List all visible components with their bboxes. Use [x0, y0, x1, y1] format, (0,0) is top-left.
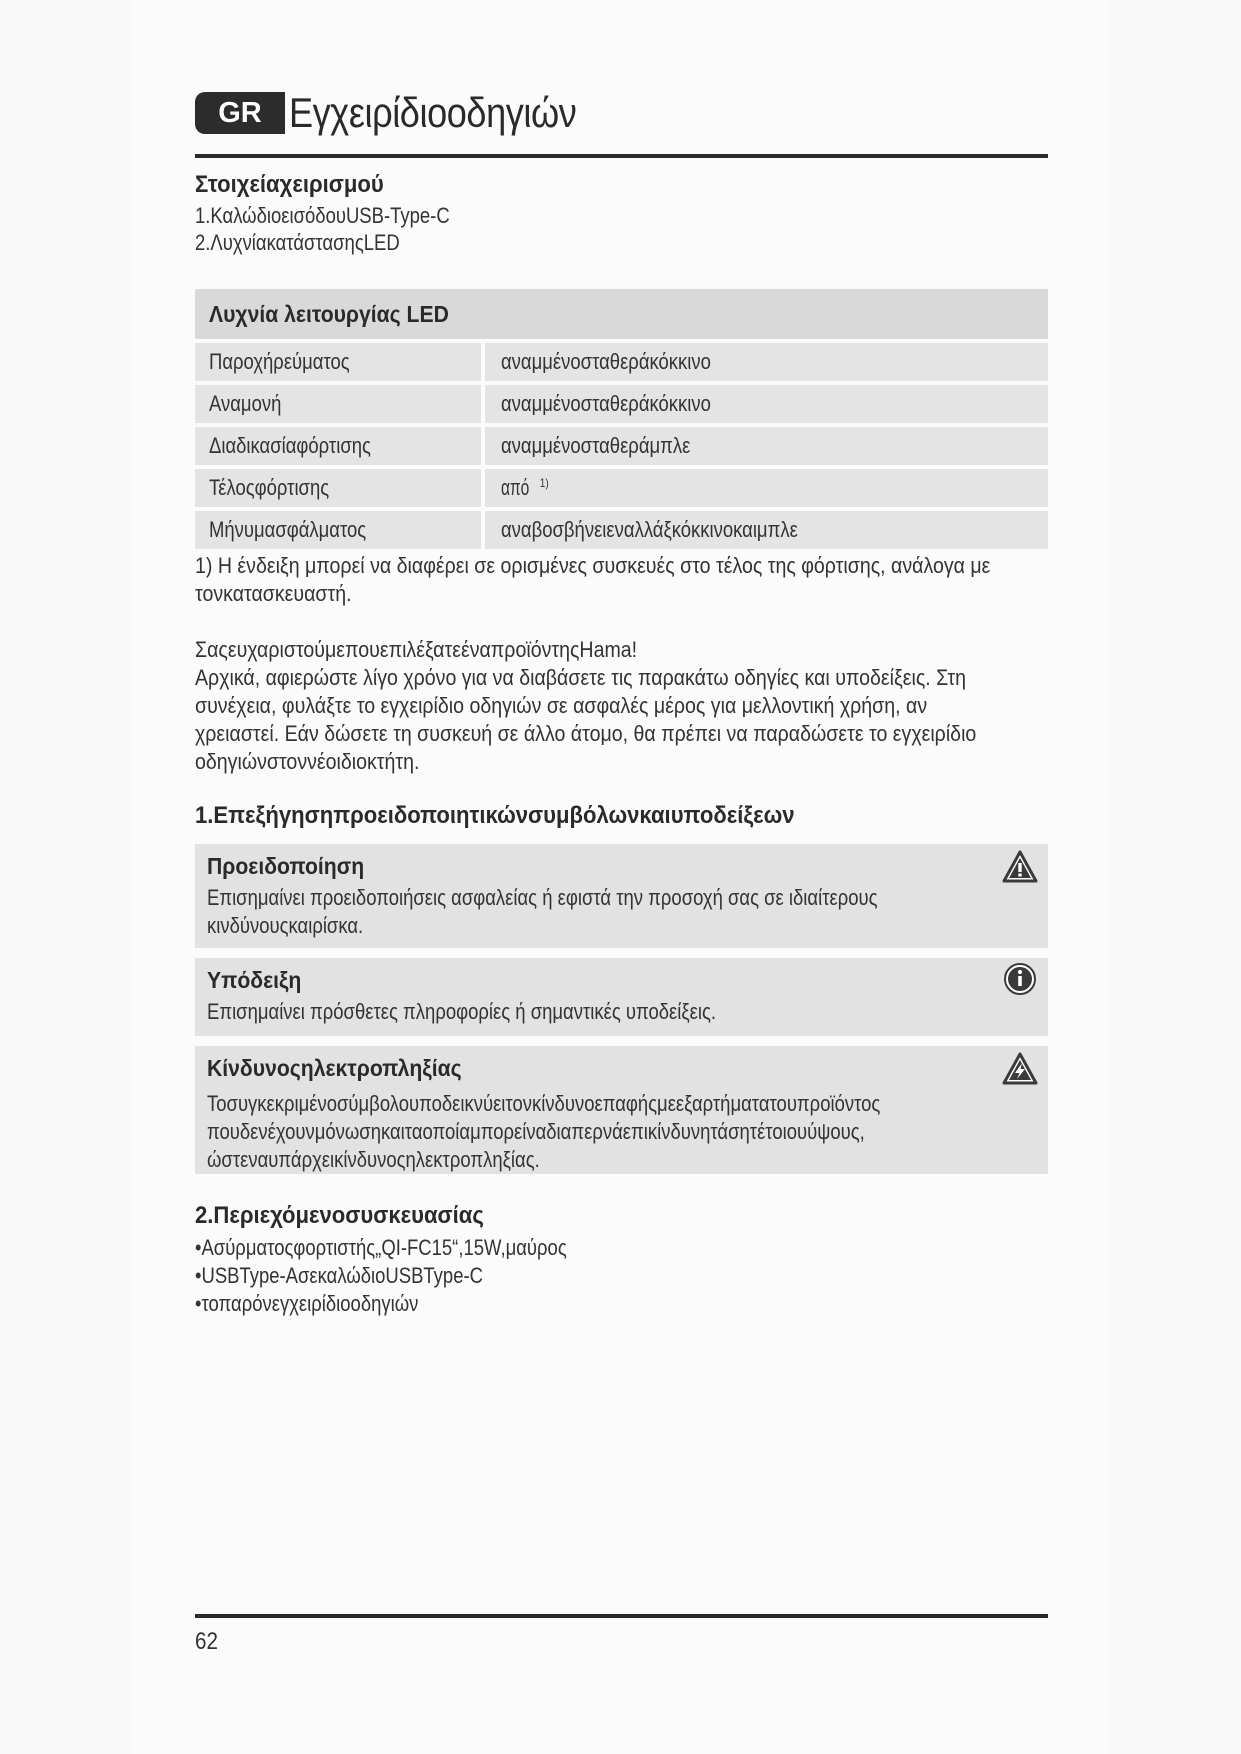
- package-item-3: •τοπαρόνεγχειρίδιοοδηγιών: [195, 1291, 419, 1316]
- package-item-1: •Ασύρματοςφορτιστής„QI-FC15“,15W,μαύρος: [195, 1235, 567, 1260]
- language-badge: GR: [195, 92, 285, 134]
- controls-item-1: 1.ΚαλώδιοεισόδουUSB-Type-C: [195, 203, 450, 228]
- package-item-2: •USBType-ΑσεκαλώδιοUSBType-C: [195, 1263, 483, 1288]
- led-row-value: αναμμένοσταθεράκόκκινο: [501, 391, 711, 416]
- hint-box: [195, 958, 1048, 1036]
- led-table-row: [195, 469, 1048, 507]
- electric-hazard-text-line-3: ώστεναυπάρχεικίνδυνοςηλεκτροπληξίας.: [207, 1147, 540, 1172]
- hint-text-line-1: Επισημαίνει πρόσθετες πληροφορίες ή σημαντικές υποδείξεις.: [207, 999, 717, 1024]
- led-table-header-label: Λυχνία λειτουργίας LED: [209, 300, 449, 327]
- led-row-label: Αναμονή: [209, 391, 282, 416]
- section1-heading: 1.Επεξήγησηπροειδοποιητικώνσυμβόλωνκαιυποδείξεων: [195, 802, 795, 829]
- header-rule: [195, 154, 1048, 158]
- intro-thanks: ΣαςευχαριστούμεπουεπιλέξατεέναπροϊόντηςHama!: [195, 637, 638, 662]
- electric-hazard-text-line-2: πουδενέχουνμόνωσηκαιταοποίαμπορείναδιαπερνάεπικίνδυνητάσητέτοιουύψους,: [207, 1119, 865, 1144]
- intro-line-3: χρειαστεί. Εάν δώσετε τη συσκευή σε άλλο άτομο, θα πρέπει να παραδώσετε το εγχειρίδιο: [195, 721, 977, 746]
- intro-line-1: Αρχικά, αφιερώστε λίγο χρόνο για να διαβάσετε τις παρακάτω οδηγίες και υποδείξεις. Στη: [195, 665, 966, 690]
- electric-hazard-title: Κίνδυνοςηλεκτροπληξίας: [207, 1055, 462, 1081]
- led-row-label: Παροχήρεύματος: [209, 349, 350, 374]
- footnote-ref: 1): [539, 475, 549, 490]
- hint-title: Υπόδειξη: [207, 967, 302, 993]
- led-table-row: [195, 511, 1048, 549]
- controls-heading: Στοιχείαχειρισμού: [195, 171, 384, 198]
- led-row-value: αναμμένοσταθεράκόκκινο: [501, 349, 711, 374]
- warning-box: [195, 844, 1048, 948]
- section2-heading: 2.Περιεχόμενοσυσκευασίας: [195, 1202, 484, 1229]
- led-table-row: [195, 343, 1048, 381]
- led-table-header: [195, 289, 1048, 339]
- warning-triangle-icon: [1002, 850, 1038, 884]
- led-row-value-text: από: [501, 475, 530, 500]
- electric-hazard-box: [195, 1046, 1048, 1174]
- footer-rule: [195, 1614, 1048, 1618]
- warning-text-line-2: κινδύνουςκαιρίσκα.: [207, 913, 364, 938]
- led-row-value: αναβοσβήνειεναλλάξκόκκινοκαιμπλε: [501, 517, 798, 542]
- led-row-label: Διαδικασίαφόρτισης: [209, 433, 371, 458]
- footnote-line-1: 1) Η ένδειξη μπορεί να διαφέρει σε ορισμένες συσκευές στο τέλος της φόρτισης, ανάλογα με: [195, 553, 991, 578]
- document-title: Εγχειρίδιοοδηγιών: [289, 89, 577, 136]
- intro-line-4: οδηγιώνστοννέοιδιοκτήτη.: [195, 749, 420, 774]
- electric-hazard-text-line-1: Τοσυγκεκριμένοσύμβολουποδεικνύειτονκίνδυνοεπαφήςμεεξαρτήματατουπροϊόντος: [207, 1091, 881, 1116]
- electric-hazard-icon: [1002, 1052, 1038, 1086]
- footnote-line-2: τονκατασκευαστή.: [195, 581, 352, 606]
- page-header: [195, 88, 623, 138]
- led-status-table: [195, 289, 1048, 553]
- intro-line-2: συνέχεια, φυλάξτε το εγχειρίδιο οδηγιών σε ασφαλές μέρος για μελλοντική χρήση, αν: [195, 693, 928, 718]
- controls-item-2: 2.ΛυχνίακατάστασηςLED: [195, 230, 400, 255]
- info-circle-icon: [1002, 962, 1038, 996]
- led-table-row: [195, 385, 1048, 423]
- led-table-row: [195, 427, 1048, 465]
- led-row-value: [501, 475, 549, 501]
- led-row-label: Μήνυμασφάλματος: [209, 517, 367, 542]
- page-number: 62: [195, 1628, 218, 1655]
- led-row-label: Τέλοςφόρτισης: [209, 475, 330, 500]
- warning-text-line-1: Επισημαίνει προειδοποιήσεις ασφαλείας ή εφιστά την προσοχή σας σε ιδιαίτερους: [207, 885, 878, 910]
- led-row-value: αναμμένοσταθεράμπλε: [501, 433, 691, 458]
- warning-title: Προειδοποίηση: [207, 853, 365, 879]
